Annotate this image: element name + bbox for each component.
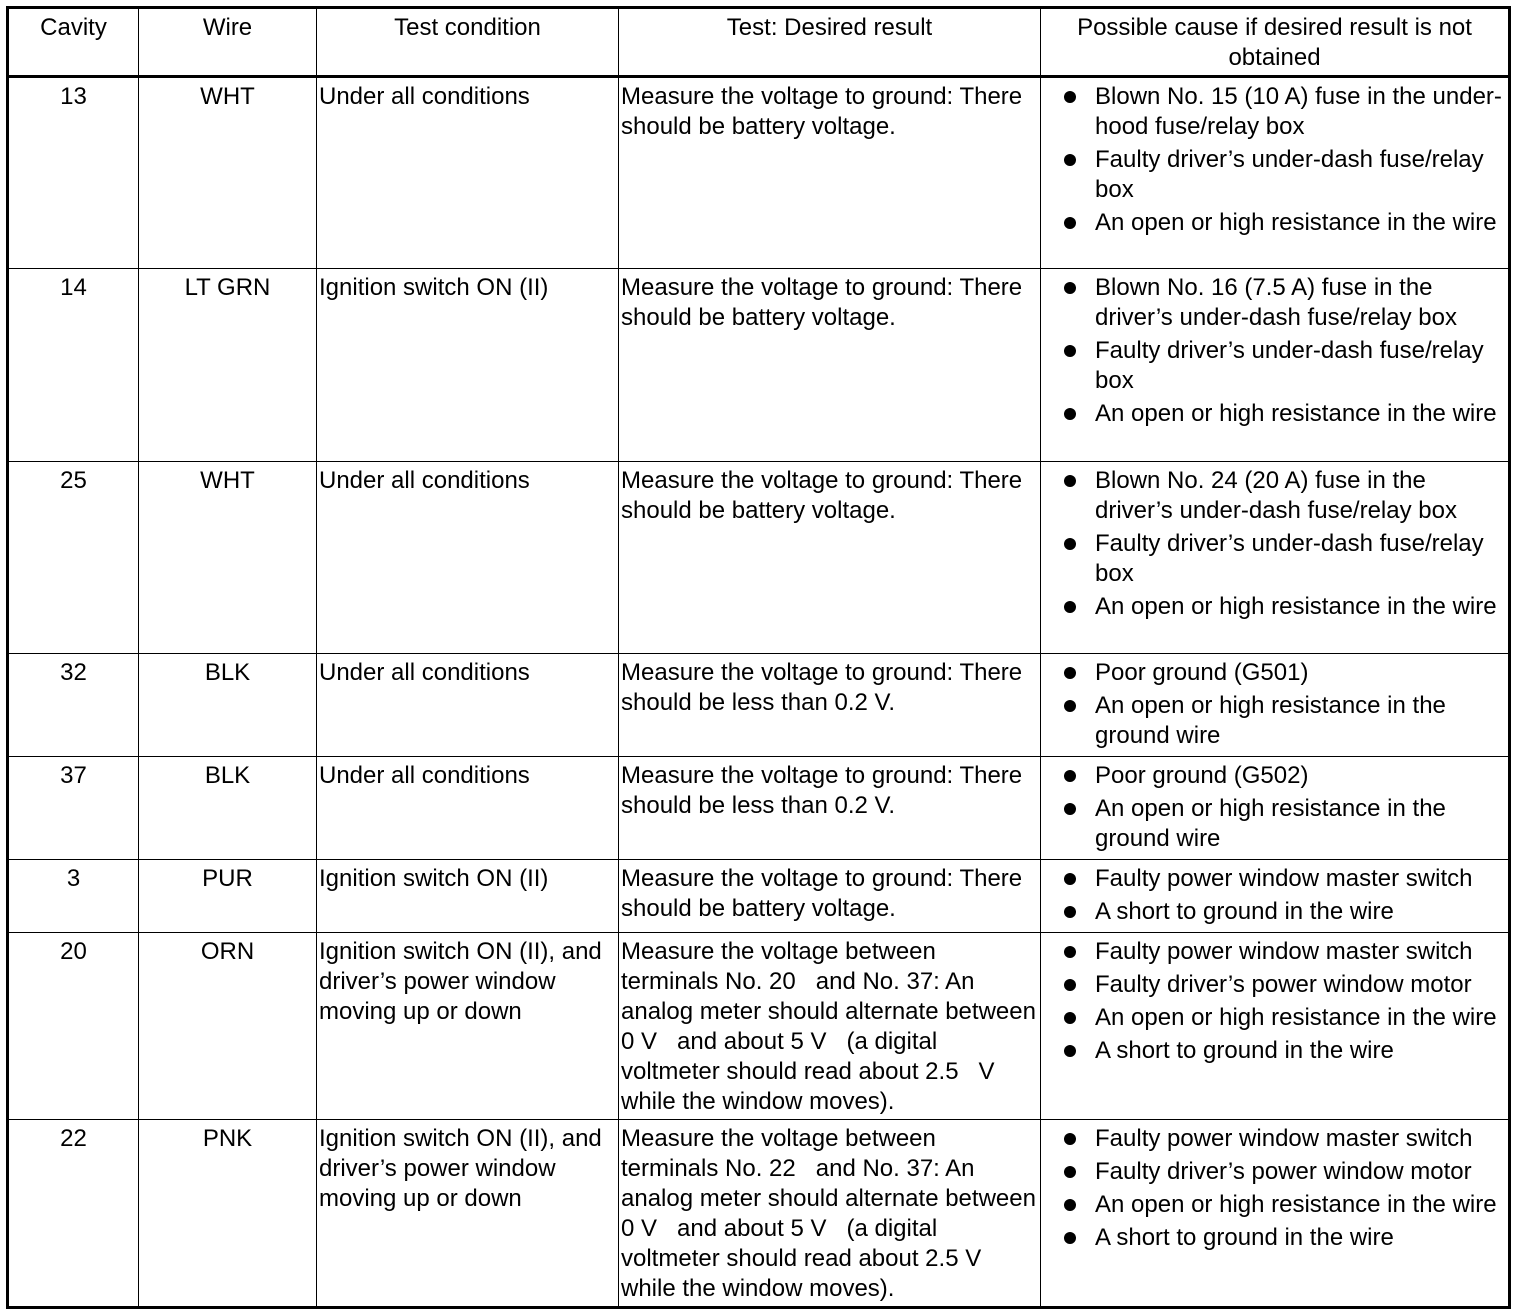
cause-item bbox=[1043, 794, 1506, 854]
cause-cell bbox=[1041, 1120, 1510, 1308]
cause-text: Faulty driver’s power window motor bbox=[1095, 971, 1472, 998]
bullet-icon bbox=[1064, 1045, 1076, 1057]
result-cell: Measure the voltage to ground: There should be battery voltage. bbox=[619, 462, 1041, 654]
cause-text: An open or high resistance in the wire bbox=[1095, 1004, 1497, 1031]
cause-item bbox=[1043, 208, 1506, 238]
table-row bbox=[8, 933, 1510, 1120]
header-possible-cause: Possible cause if desired result is not obtained bbox=[1041, 8, 1510, 77]
header-wire: Wire bbox=[139, 8, 317, 77]
result-cell: Measure the voltage between terminals No. 20 and No. 37: An analog meter should alternate between 0 V and about 5 V (a digital voltmeter should read about 2.5 V while the window moves). bbox=[619, 933, 1041, 1120]
cause-item bbox=[1043, 529, 1506, 589]
cause-text: Poor ground (G502) bbox=[1095, 762, 1309, 789]
cause-item bbox=[1043, 937, 1506, 967]
cause-text: Faulty power window master switch bbox=[1095, 1125, 1473, 1152]
cause-text: Faulty power window master switch bbox=[1095, 865, 1473, 892]
cause-item bbox=[1043, 466, 1506, 526]
bullet-icon bbox=[1064, 91, 1076, 103]
bullet-icon bbox=[1064, 282, 1076, 294]
header-row bbox=[8, 8, 1510, 77]
cause-item bbox=[1043, 1036, 1506, 1066]
result-cell: Measure the voltage to ground: There should be less than 0.2 V. bbox=[619, 654, 1041, 757]
cause-list bbox=[1043, 273, 1506, 429]
wire-cell: BLK bbox=[139, 757, 317, 860]
bullet-icon bbox=[1064, 873, 1076, 885]
condition-cell: Under all conditions bbox=[317, 462, 619, 654]
bullet-icon bbox=[1064, 906, 1076, 918]
cause-item bbox=[1043, 897, 1506, 927]
table-row bbox=[8, 654, 1510, 757]
wire-cell: ORN bbox=[139, 933, 317, 1120]
cause-item bbox=[1043, 399, 1506, 429]
bullet-icon bbox=[1064, 475, 1076, 487]
cause-text: Faulty driver’s power window motor bbox=[1095, 1158, 1472, 1185]
table-body bbox=[8, 77, 1510, 1308]
table-row bbox=[8, 757, 1510, 860]
cavity-cell: 32 bbox=[8, 654, 139, 757]
condition-cell: Ignition switch ON (II), and driver’s power window moving up or down bbox=[317, 933, 619, 1120]
cavity-cell: 14 bbox=[8, 269, 139, 462]
bullet-icon bbox=[1064, 946, 1076, 958]
cause-item bbox=[1043, 1223, 1506, 1253]
header-test-condition: Test condition bbox=[317, 8, 619, 77]
cause-text: An open or high resistance in the wire bbox=[1095, 400, 1497, 427]
bullet-icon bbox=[1064, 1199, 1076, 1211]
troubleshooting-table-container bbox=[6, 6, 1511, 1309]
bullet-icon bbox=[1064, 803, 1076, 815]
cause-text: An open or high resistance in the wire bbox=[1095, 209, 1497, 236]
bullet-icon bbox=[1064, 154, 1076, 166]
troubleshooting-table bbox=[6, 6, 1511, 1309]
condition-cell: Ignition switch ON (II) bbox=[317, 269, 619, 462]
bullet-icon bbox=[1064, 979, 1076, 991]
cause-item bbox=[1043, 970, 1506, 1000]
cause-item bbox=[1043, 1003, 1506, 1033]
cause-text: Blown No. 16 (7.5 A) fuse in the driver’s under-dash fuse/relay box bbox=[1095, 274, 1457, 331]
cause-cell bbox=[1041, 933, 1510, 1120]
cause-text: An open or high resistance in the wire bbox=[1095, 593, 1497, 620]
condition-cell: Under all conditions bbox=[317, 77, 619, 269]
cavity-cell: 22 bbox=[8, 1120, 139, 1308]
cavity-cell: 25 bbox=[8, 462, 139, 654]
table-row bbox=[8, 860, 1510, 933]
cause-list bbox=[1043, 1124, 1506, 1253]
cause-text: A short to ground in the wire bbox=[1095, 1224, 1394, 1251]
cause-item bbox=[1043, 761, 1506, 791]
bullet-icon bbox=[1064, 1133, 1076, 1145]
table-row bbox=[8, 269, 1510, 462]
cause-list bbox=[1043, 658, 1506, 751]
cause-list bbox=[1043, 864, 1506, 927]
bullet-icon bbox=[1064, 1232, 1076, 1244]
condition-cell: Ignition switch ON (II), and driver’s power window moving up or down bbox=[317, 1120, 619, 1308]
result-cell: Measure the voltage to ground: There should be battery voltage. bbox=[619, 860, 1041, 933]
cause-list bbox=[1043, 82, 1506, 238]
cause-item bbox=[1043, 691, 1506, 751]
cause-item bbox=[1043, 1124, 1506, 1154]
bullet-icon bbox=[1064, 770, 1076, 782]
cause-item bbox=[1043, 864, 1506, 894]
bullet-icon bbox=[1064, 538, 1076, 550]
wire-cell: WHT bbox=[139, 77, 317, 269]
cause-item bbox=[1043, 336, 1506, 396]
bullet-icon bbox=[1064, 1012, 1076, 1024]
bullet-icon bbox=[1064, 217, 1076, 229]
bullet-icon bbox=[1064, 408, 1076, 420]
bullet-icon bbox=[1064, 667, 1076, 679]
cavity-cell: 13 bbox=[8, 77, 139, 269]
cause-cell bbox=[1041, 269, 1510, 462]
header-desired-result: Test: Desired result bbox=[619, 8, 1041, 77]
cause-item bbox=[1043, 658, 1506, 688]
result-cell: Measure the voltage to ground: There should be battery voltage. bbox=[619, 269, 1041, 462]
bullet-icon bbox=[1064, 1166, 1076, 1178]
wire-cell: PNK bbox=[139, 1120, 317, 1308]
cause-cell bbox=[1041, 77, 1510, 269]
wire-cell: LT GRN bbox=[139, 269, 317, 462]
cavity-cell: 37 bbox=[8, 757, 139, 860]
cause-text: A short to ground in the wire bbox=[1095, 898, 1394, 925]
cause-text: Faulty driver’s under-dash fuse/relay box bbox=[1095, 337, 1484, 394]
condition-cell: Under all conditions bbox=[317, 757, 619, 860]
result-cell: Measure the voltage to ground: There should be less than 0.2 V. bbox=[619, 757, 1041, 860]
cause-list bbox=[1043, 466, 1506, 622]
cause-cell bbox=[1041, 654, 1510, 757]
wire-cell: BLK bbox=[139, 654, 317, 757]
cause-text: Faulty driver’s under-dash fuse/relay box bbox=[1095, 146, 1484, 203]
condition-cell: Ignition switch ON (II) bbox=[317, 860, 619, 933]
table-row bbox=[8, 462, 1510, 654]
cause-cell bbox=[1041, 462, 1510, 654]
cause-text: An open or high resistance in the ground wire bbox=[1095, 795, 1446, 852]
cause-item bbox=[1043, 1190, 1506, 1220]
cause-item bbox=[1043, 145, 1506, 205]
cause-text: Blown No. 15 (10 A) fuse in the under-hood fuse/relay box bbox=[1095, 83, 1502, 140]
bullet-icon bbox=[1064, 700, 1076, 712]
table-header bbox=[8, 8, 1510, 77]
result-cell: Measure the voltage to ground: There should be battery voltage. bbox=[619, 77, 1041, 269]
header-cavity: Cavity bbox=[8, 8, 139, 77]
cause-text: An open or high resistance in the ground wire bbox=[1095, 692, 1446, 749]
wire-cell: WHT bbox=[139, 462, 317, 654]
cause-list bbox=[1043, 937, 1506, 1066]
table-row bbox=[8, 77, 1510, 269]
result-cell: Measure the voltage between terminals No. 22 and No. 37: An analog meter should alternate between 0 V and about 5 V (a digital voltmeter should read about 2.5 V while the window moves). bbox=[619, 1120, 1041, 1308]
condition-cell: Under all conditions bbox=[317, 654, 619, 757]
cause-text: Faulty power window master switch bbox=[1095, 938, 1473, 965]
bullet-icon bbox=[1064, 345, 1076, 357]
cause-text: Blown No. 24 (20 A) fuse in the driver’s under-dash fuse/relay box bbox=[1095, 467, 1457, 524]
cause-list bbox=[1043, 761, 1506, 854]
cause-item bbox=[1043, 82, 1506, 142]
cause-text: Faulty driver’s under-dash fuse/relay box bbox=[1095, 530, 1484, 587]
cause-item bbox=[1043, 273, 1506, 333]
cavity-cell: 20 bbox=[8, 933, 139, 1120]
wire-cell: PUR bbox=[139, 860, 317, 933]
cause-text: Poor ground (G501) bbox=[1095, 659, 1309, 686]
bullet-icon bbox=[1064, 601, 1076, 613]
cause-item bbox=[1043, 1157, 1506, 1187]
cause-text: A short to ground in the wire bbox=[1095, 1037, 1394, 1064]
cause-text: An open or high resistance in the wire bbox=[1095, 1191, 1497, 1218]
cause-cell bbox=[1041, 757, 1510, 860]
table-row bbox=[8, 1120, 1510, 1308]
cavity-cell: 3 bbox=[8, 860, 139, 933]
cause-item bbox=[1043, 592, 1506, 622]
cause-cell bbox=[1041, 860, 1510, 933]
